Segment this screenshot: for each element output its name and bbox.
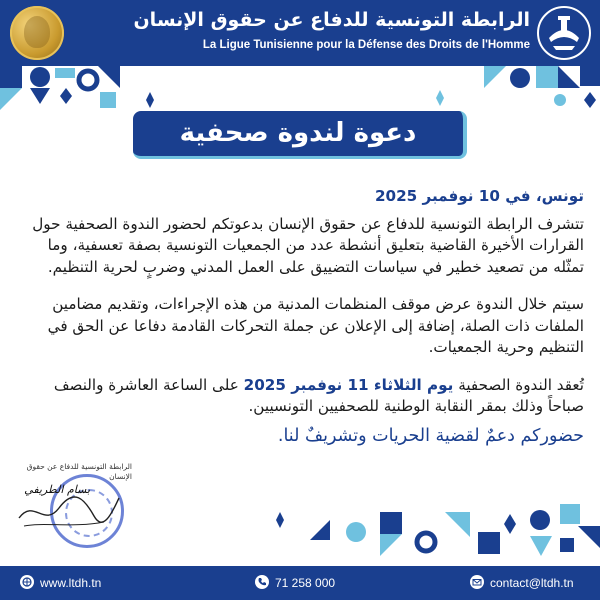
paragraph-2: سيتم خلال الندوة عرض موقف المنظمات المدنية من هذه الإجراءات، وتقديم مضامين الملفات ذات الصلة، إضافة إلى الإعلان عن جملة التحركات القادمة دفاعا عن الحق في التنظيم وحرية الجمعيات.	[47, 295, 584, 356]
event-date-highlight: يوم الثلاثاء 11 نوفمبر 2025	[243, 375, 454, 394]
footer-phone[interactable]	[255, 575, 335, 591]
geometric-pattern	[0, 66, 600, 110]
globe-icon	[20, 575, 34, 589]
header-bar	[0, 0, 600, 66]
paragraph-3-start: تُعقد الندوة الصحفية	[453, 375, 584, 394]
footer-bar	[0, 566, 600, 600]
paragraph-3-end: على الساعة العاشرة والنصف صباحاً وذلك بمقر النقابة الوطنية للصحفيين التونسيين.	[53, 375, 584, 415]
mail-icon	[470, 575, 484, 589]
paragraph-3	[14, 375, 584, 418]
email-text: contact@ltdh.tn	[490, 576, 574, 590]
footer-email[interactable]	[470, 575, 574, 591]
signatory-name: بسام الطريفي	[24, 483, 90, 496]
org-name-arabic: الرابطة التونسية للدفاع عن حقوق الإنسان	[133, 9, 530, 31]
letter-body	[14, 186, 584, 447]
paragraph-1: تتشرف الرابطة التونسية للدفاع عن حقوق الإنسان بدعوتكم لحضور الندوة الصحفية حول القرارات الأخيرة القاضية بتعليق أنشطة عدد من الجمعيات التونسية بصفة تعسفية، وما تمثّله من تصعيد خطير في سياسات التضييق على العمل المدني وضربٍ لحرية التنظيم.	[32, 214, 584, 276]
ltdh-logo	[537, 6, 591, 60]
website-text: www.ltdh.tn	[40, 576, 102, 590]
org-name-french: La Ligue Tunisienne pour la Défense des Droits de l'Homme	[202, 39, 530, 51]
nobel-medal-icon	[10, 6, 64, 60]
geometric-pattern-bottom	[240, 502, 600, 560]
phone-icon	[255, 575, 269, 589]
banner-title: دعوة لندوة صحفية	[179, 118, 417, 148]
footer-website[interactable]	[20, 575, 101, 591]
phone-text: 71 258 000	[275, 576, 336, 590]
letter-date: تونس، في 10 نوفمبر 2025	[374, 187, 584, 205]
title-banner	[133, 111, 467, 159]
closing-line: حضوركم دعمٌ لقضية الحريات وتشريفٌ لنا.	[277, 425, 584, 446]
signature-org-line: الرابطة التونسية للدفاع عن حقوق الإنسان	[26, 462, 132, 481]
